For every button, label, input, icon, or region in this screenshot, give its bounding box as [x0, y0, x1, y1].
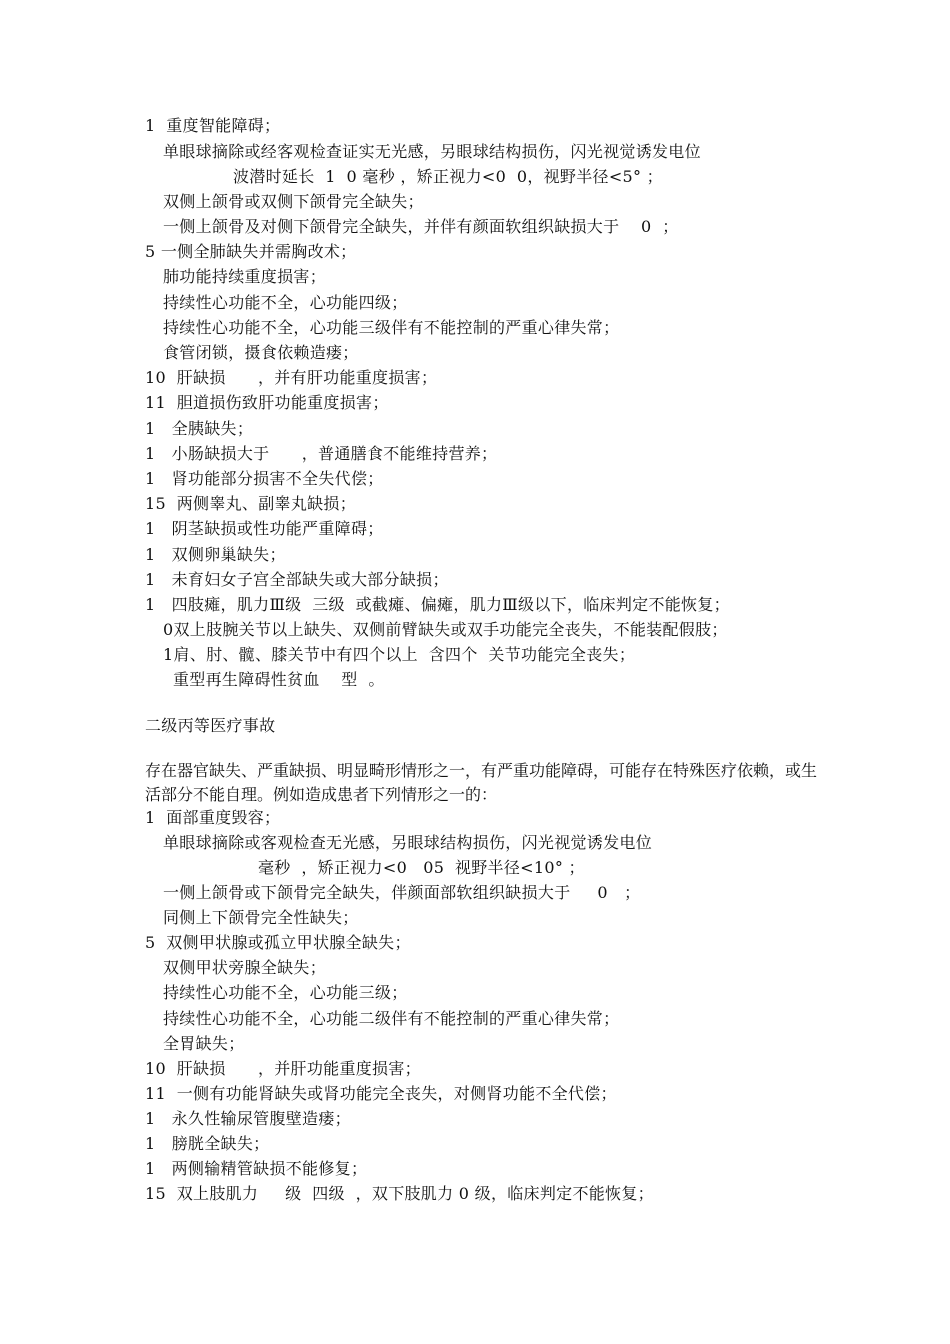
text-line: 0双上肢腕关节以上缺失、双侧前臂缺失或双手功能完全丧失，不能装配假肢； [163, 620, 728, 639]
text-line: 持续性心功能不全，心功能四级； [163, 293, 408, 312]
text-line: 1 阴茎缺损或性功能严重障碍； [145, 519, 384, 538]
text-line: 持续性心功能不全，心功能三级； [163, 983, 408, 1002]
text-line: 毫秒 ，矫正视力<0 05 视野半径<10° ； [258, 858, 585, 877]
text-line: 11 胆道损伤致肝功能重度损害； [145, 393, 389, 412]
text-line: 单眼球摘除或经客观检查证实无光感，另眼球结构损伤，闪光视觉诱发电位 [163, 142, 701, 161]
text-line: 15 两侧睾丸、副睾丸缺损； [145, 494, 357, 513]
text-line: 1 小肠缺损大于 ，普通膳食不能维持营养； [145, 444, 498, 463]
text-line: 持续性心功能不全，心功能三级伴有不能控制的严重心律失常； [163, 318, 620, 337]
text-line: 同侧上下颌骨完全性缺失； [163, 908, 359, 927]
text-line: 波潜时延长 1 0 毫秒 ，矫正视力<0 0，视野半径<5° ； [233, 167, 663, 186]
text-line: 1 面部重度毁容； [145, 808, 281, 827]
text-line: 双侧甲状旁腺全缺失； [163, 958, 327, 977]
text-line: 1 双侧卵巢缺失； [145, 545, 286, 564]
intro-paragraph: 存在器官缺失、严重缺损、明显畸形情形之一，有严重功能障碍，可能存在特殊医疗依赖，或生活部分不能自理。例如造成患者下列情形之一的： [145, 761, 818, 804]
text-line: 1 全胰缺失； [145, 419, 254, 438]
text-line: 持续性心功能不全，心功能二级伴有不能控制的严重心律失常； [163, 1009, 620, 1028]
text-line: 1 永久性输尿管腹壁造瘘； [145, 1109, 351, 1128]
text-line: 1 肾功能部分损害不全失代偿； [145, 469, 384, 488]
text-line: 食管闭锁，摄食依赖造瘘； [163, 343, 359, 362]
text-line: 单眼球摘除或客观检查无光感，另眼球结构损伤，闪光视觉诱发电位 [163, 833, 653, 852]
text-line: 1 重度智能障碍； [145, 116, 281, 135]
text-line: 11 一侧有功能肾缺失或肾功能完全丧失，对侧肾功能不全代偿； [145, 1084, 617, 1103]
text-line: 肺功能持续重度损害； [163, 267, 327, 286]
text-line: 1 未育妇女子宫全部缺失或大部分缺损； [145, 570, 449, 589]
text-line: 1 两侧输精管缺损不能修复； [145, 1159, 368, 1178]
text-line: 一侧上颌骨或下颌骨完全缺失，伴颜面部软组织缺损大于 0 ； [163, 883, 641, 902]
text-line: 1 四肢瘫，肌力Ⅲ级 三级 或截瘫、偏瘫，肌力Ⅲ级以下，临床判定不能恢复； [145, 595, 730, 614]
text-line: 1 膀胱全缺失； [145, 1134, 270, 1153]
section-heading: 二级丙等医疗事故 [145, 716, 276, 735]
text-line: 重型再生障碍性贫血 型 。 [173, 670, 385, 689]
text-line: 一侧上颌骨及对侧下颌骨完全缺失，并伴有颜面软组织缺损大于 0 ； [163, 217, 679, 236]
text-line: 10 肝缺损 ，并肝功能重度损害； [145, 1059, 421, 1078]
text-line: 15 双上肢肌力 级 四级 ，双下肢肌力 0 级，临床判定不能恢复； [145, 1184, 654, 1203]
text-line: 5 一侧全肺缺失并需胸改术； [145, 242, 357, 261]
text-line: 5 双侧甲状腺或孤立甲状腺全缺失； [145, 933, 411, 952]
text-line: 双侧上颌骨或双侧下颌骨完全缺失； [163, 192, 424, 211]
text-line: 1肩、肘、髋、膝关节中有四个以上 含四个 关节功能完全丧失； [163, 645, 636, 664]
text-line: 全胃缺失； [163, 1034, 245, 1053]
text-line: 10 肝缺损 ，并有肝功能重度损害； [145, 368, 438, 387]
